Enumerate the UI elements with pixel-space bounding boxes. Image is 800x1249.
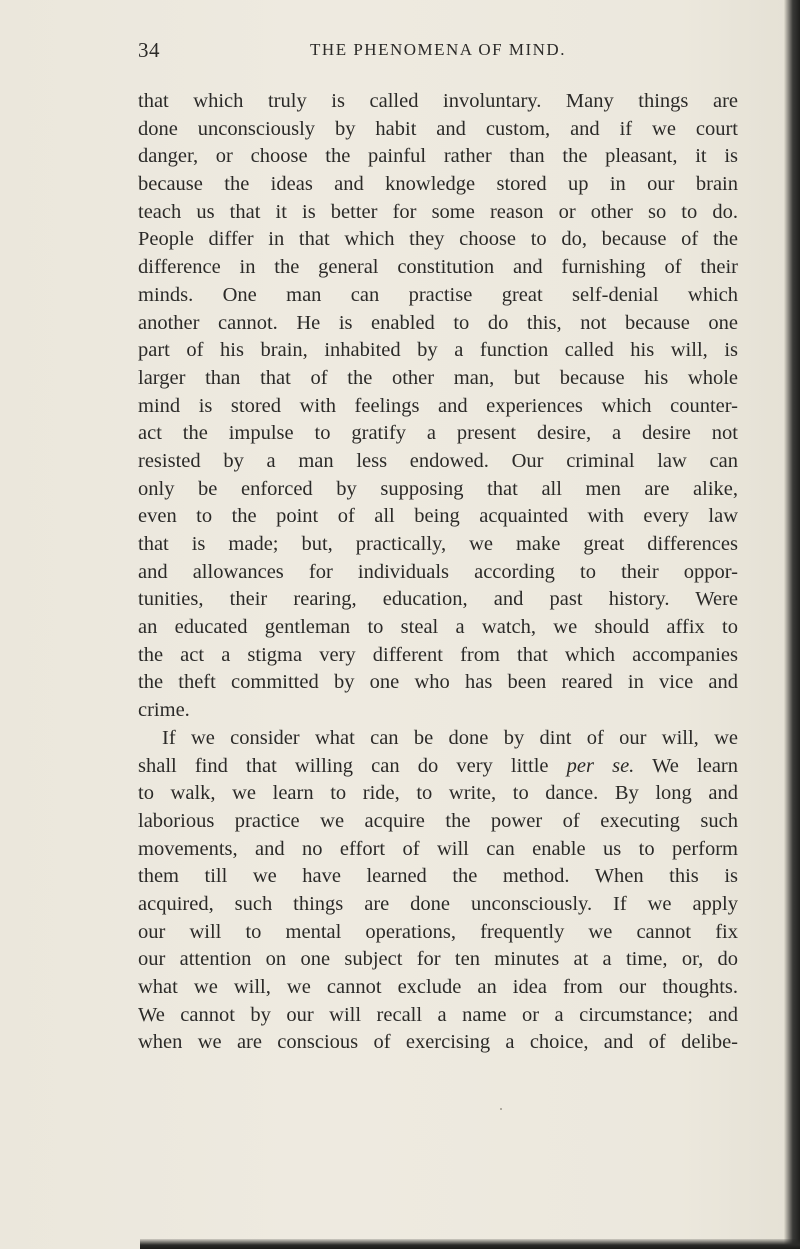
page-header [138,38,738,68]
body-text [138,88,738,1057]
text-line: that which truly is called involuntary. Many things are [138,90,738,112]
text-line: to walk, we learn to ride, to write, to dance. By long and [138,782,738,805]
text-line: an educated gentleman to steal a watch, we should affix to [138,616,738,639]
running-head: THE PHENOMENA OF MIND. [310,40,566,59]
text-line: done unconsciously by habit and custom, and if we court [138,117,738,140]
text-line: the theft committed by one who has been reared in vice and [138,671,738,694]
page-edge-right [784,0,800,1249]
text-line: the act a stigma very different from that which accompanies [138,643,738,666]
text-line: and allowances for individuals according to their oppor- [138,560,738,583]
text-line: larger than that of the other man, but because his whole [138,366,738,389]
page-edge-bottom [140,1239,800,1249]
paragraph-1 [138,88,738,725]
text-line: that is made; but, practically, we make great differences [138,533,738,555]
text-line: tunities, their rearing, education, and past history. Were [138,588,738,611]
text-line: only be enforced by supposing that all men are alike, [138,477,738,500]
text-line: minds. One man can practise great self-denial which [138,283,738,306]
text-line: mind is stored with feelings and experiences which counter- [138,394,738,417]
paragraph-2 [138,725,738,1057]
text-segment: We learn [634,754,738,777]
text-line: our will to mental operations, frequently we cannot fix [138,920,738,943]
text-line: part of his brain, inhabited by a function called his will, is [138,339,738,362]
text-line: laborious practice we acquire the power of executing such [138,809,738,832]
text-line: acquired, such things are done unconsciously. If we apply [138,892,738,915]
text-segment: shall find that willing can do very little [138,754,567,777]
text-line: danger, or choose the painful rather than the pleasant, it is [138,145,738,168]
italic-phrase: per se. [566,754,635,777]
text-line: crime. [138,699,190,722]
text-line: movements, and no effort of will can enable us to perform [138,837,738,860]
text-line: our attention on one subject for ten minutes at a time, or, do [138,948,738,971]
page-number: 34 [138,38,160,62]
paper-speck [500,1108,502,1110]
text-line: even to the point of all being acquainted with every law [138,505,738,528]
text-line: If we consider what can be done by dint of our will, we [162,726,738,749]
text-line: resisted by a man less endowed. Our criminal law can [138,449,738,472]
text-line: teach us that it is better for some reason or other so to do. [138,200,738,223]
text-line: because the ideas and knowledge stored up in our brain [138,173,738,196]
text-line: what we will, we cannot exclude an idea from our thoughts. [138,976,738,998]
text-line: We cannot by our will recall a name or a circumstance; and [138,1003,738,1026]
text-line: when we are conscious of exercising a choice, and of delibe- [138,1031,738,1054]
text-line: another cannot. He is enabled to do this, not because one [138,311,738,334]
text-line: them till we have learned the method. When this is [138,865,738,888]
text-line: difference in the general constitution and furnishing of their [138,256,738,279]
text-line-with-italic [138,753,738,781]
text-line: act the impulse to gratify a present desire, a desire not [138,422,738,445]
text-line: People differ in that which they choose to do, because of the [138,228,738,251]
